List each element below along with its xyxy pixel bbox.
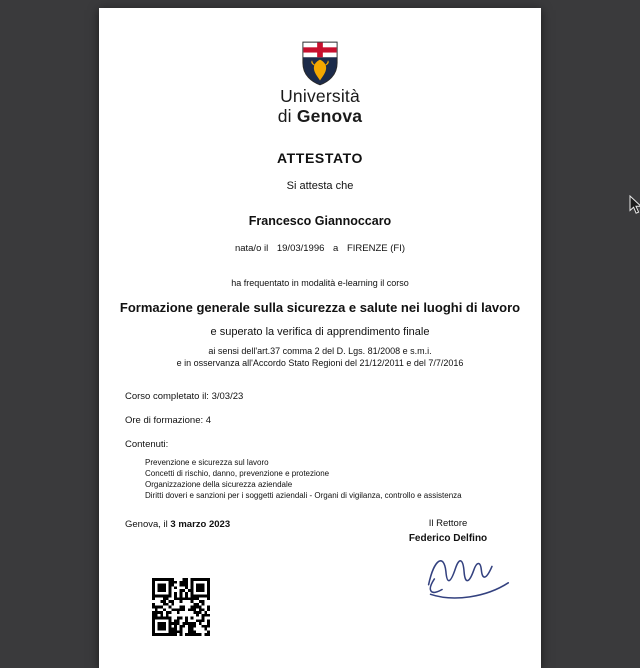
place-date-prefix: Genova, il [125,519,171,530]
birth-line [99,243,541,254]
law-line-2: e in osservanza all'Accordo Stato Regioni del 21/12/2011 e del 7/7/2016 [176,358,464,368]
university-name-line1: Università [280,86,360,106]
rector-signature [419,546,515,610]
training-hours-line: Ore di formazione: 4 [125,415,212,426]
contents-list [145,457,462,501]
contents-item: Organizzazione della sicurezza aziendale [145,480,293,489]
contents-item: Concetti di rischio, danno, prevenzione e protezione [145,469,330,478]
certificate-title: ATTESTATO [276,150,364,166]
recipient-name: Francesco Giannoccaro [248,214,392,228]
unige-shield-icon [301,40,339,86]
birth-date: 19/03/1996 [276,243,325,254]
signature-scribble-icon [419,546,515,610]
completion-date-line: Corso completato il: 3/03/23 [125,391,244,402]
university-wordmark [99,86,541,126]
contents-label: Contenuti: [125,439,169,450]
university-logo [99,40,541,91]
place-date-value: 3 marzo 2023 [170,519,231,530]
university-name-line2 [99,106,541,126]
rector-name: Federico Delfino [408,533,488,544]
rector-block [383,518,513,544]
contents-item: Prevenzione e sicurezza sul lavoro [145,458,269,467]
course-title: Formazione generale sulla sicurezza e salute nei luoghi di lavoro [119,300,521,315]
mouse-pointer-icon [629,195,640,215]
attest-line: Si attesta che [286,180,354,192]
birth-in: a [333,243,339,254]
birth-place: FIRENZE (FI) [346,243,406,254]
law-line-1: ai sensi dell'art.37 comma 2 del D. Lgs. 81/2008 e s.m.i. [208,346,432,356]
certificate-page [99,8,541,668]
university-name-di: di [277,106,297,126]
birth-prefix: nata/o il [234,243,269,254]
course-intro-line: ha frequentato in modalità e-learning il corso [231,278,409,288]
university-name-genova: Genova [296,106,363,126]
pass-line: e superato la verifica di apprendimento finale [210,326,430,338]
rector-title: Il Rettore [428,518,468,529]
contents-item: Diritti doveri e sanzioni per i soggetti aziendali - Organi di vigilanza, controllo e assistenza [145,491,462,500]
place-date-line [125,519,230,530]
qr-code [152,578,210,636]
